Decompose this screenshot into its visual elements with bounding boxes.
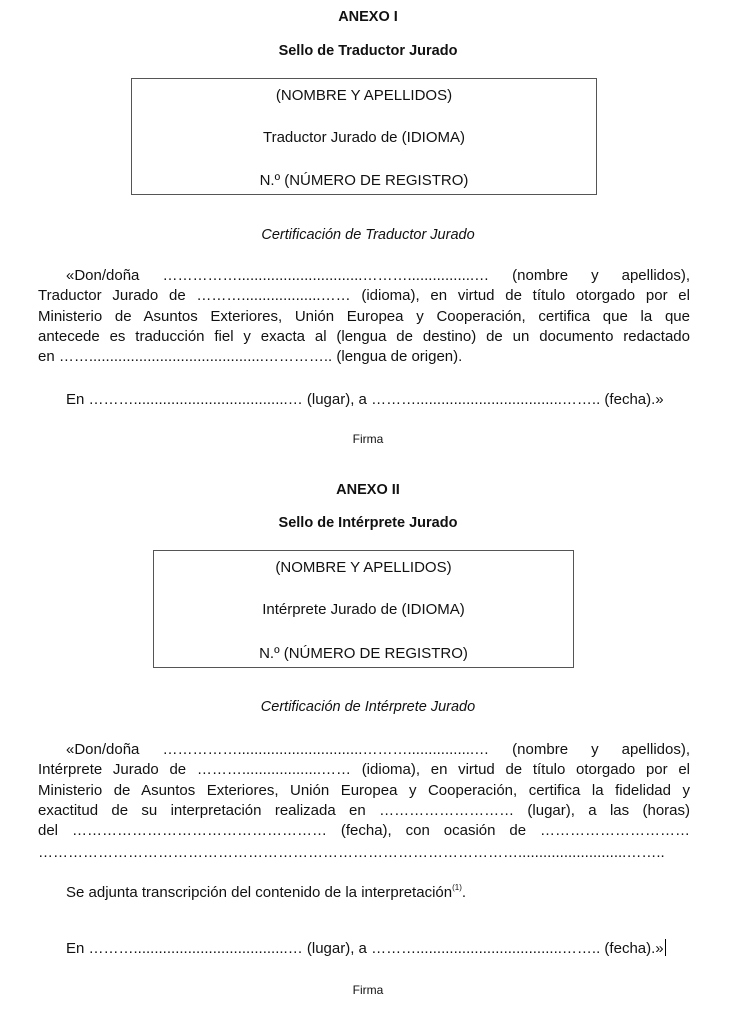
paragraph-line: en ……..........................................………….. (lengua de origen).: [38, 348, 463, 366]
paragraph-line: ……………………………………………………………………………………..........................……..: [38, 844, 665, 862]
anexo-2-signature-label: Firma: [352, 983, 384, 997]
anexo-1-signature-label: Firma: [352, 432, 384, 446]
seal-language-placeholder: Intérprete Jurado de (IDIOMA): [262, 601, 465, 618]
seal-name-placeholder: (NOMBRE Y APELLIDOS): [275, 87, 453, 104]
attachment-note-period: .: [461, 884, 467, 901]
paragraph-line: Ministerio de Asuntos Exteriores, Unión Europea y Cooperación, certifica que la que: [38, 307, 690, 325]
paragraph-line: del …………………………………………… (fecha), con ocasión de …………………………: [38, 822, 690, 840]
anexo-1-certification-paragraph: [38, 266, 690, 367]
paragraph-line: Intérprete Jurado de ………...................…… (idioma), en virtud de título otorgado por el: [38, 761, 690, 779]
anexo-2-place-date-line: En ……….....................................… (lugar), a ………...................................…….. (fecha).»: [66, 940, 664, 957]
anexo-2-heading: ANEXO II: [336, 482, 400, 498]
seal-name-placeholder: (NOMBRE Y APELLIDOS): [275, 559, 452, 576]
attachment-note-text: Se adjunta transcripción del contenido de la interpretación: [66, 884, 453, 901]
paragraph-line: «Don/doña ……………..............................………................… (nombre y apellidos),: [66, 741, 690, 758]
anexo-2-place-date-row[interactable]: [66, 939, 666, 957]
footnote-reference[interactable]: (1): [452, 883, 462, 892]
seal-registry-placeholder: N.º (NÚMERO DE REGISTRO): [259, 645, 468, 662]
text-cursor: [665, 939, 666, 956]
anexo-1-seal-title: Sello de Traductor Jurado: [278, 43, 458, 59]
paragraph-line: «Don/doña ……………..............................………................… (nombre y apellidos),: [66, 267, 690, 284]
anexo-1-heading: ANEXO I: [338, 9, 398, 25]
paragraph-line: Ministerio de Asuntos Exteriores, Unión Europea y Cooperación, certifica la fidelidad y: [38, 781, 690, 799]
anexo-1-certification-title: Certificación de Traductor Jurado: [261, 227, 475, 243]
anexo-2-attachment-note: [66, 884, 466, 901]
translator-seal-box: [131, 78, 597, 195]
interpreter-seal-box: [153, 550, 574, 668]
anexo-2-seal-title: Sello de Intérprete Jurado: [278, 515, 458, 531]
paragraph-line: Traductor Jurado de ………...................…… (idioma), en virtud de título otorgado por el: [38, 287, 690, 305]
seal-language-placeholder: Traductor Jurado de (IDIOMA): [262, 129, 465, 146]
paragraph-line: exactitud de su interpretación realizada en ……………………… (lugar), a las (horas): [38, 801, 690, 819]
anexo-2-certification-paragraph: [38, 740, 690, 864]
seal-registry-placeholder: N.º (NÚMERO DE REGISTRO): [259, 172, 469, 189]
anexo-2-certification-title: Certificación de Intérprete Jurado: [260, 699, 476, 715]
anexo-1-place-date-line: En ……….....................................… (lugar), a ………...................................…….. (fecha).»: [66, 391, 664, 408]
paragraph-line: antecede es traducción fiel y exacta al (lengua de destino) de un documento redactado: [38, 327, 690, 345]
